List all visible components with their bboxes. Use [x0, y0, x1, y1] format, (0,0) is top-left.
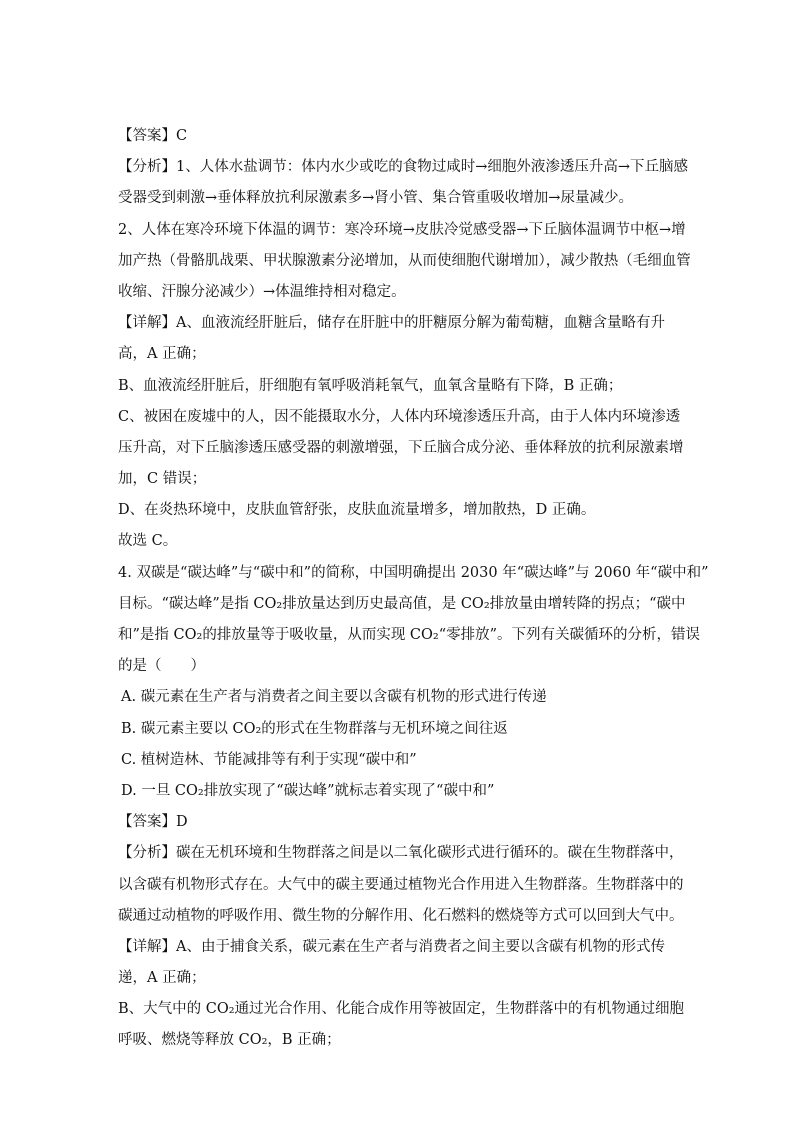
detail-q4-line-1: 【详解】A、由于捕食关系，碳元素在生产者与消费者之间主要以含碳有机物的形式传	[118, 938, 665, 955]
document-page	[118, 121, 709, 1057]
detail-line-1: 【详解】A、血液流经肝脏后，储存在肝脏中的肝糖原分解为葡萄糖，血糖含量略有升	[118, 315, 665, 332]
option-b: B. 碳元素主要以 CO₂的形式在生物群落与无机环境之间往返	[121, 720, 508, 737]
analysis-line-1: 【分析】1、人体水盐调节：体内水少或吃的食物过咸时→细胞外液渗透压升高→下丘脑感	[118, 159, 689, 176]
detail-line-3: B、血液流经肝脏后，肝细胞有氧呼吸消耗氧气，血氧含量略有下降，B 正确；	[118, 377, 623, 394]
detail-line-5: 压升高，对下丘脑渗透压感受器的刺激增强，下丘脑合成分泌、垂体释放的抗利尿激素增	[118, 439, 684, 456]
analysis-line-2: 受器受到刺激→垂体释放抗利尿激素多→肾小管、集合管重吸收增加→尿量减少。	[118, 190, 633, 207]
analysis-line-3: 2、人体在寒冷环境下体温的调节：寒冷环境→皮肤冷觉感受器→下丘脑体温调节中枢→增	[118, 221, 686, 238]
answer-line-q4: 【答案】D	[118, 814, 188, 831]
option-d: D. 一旦 CO₂排放实现了“碳达峰”就标志着实现了“碳中和”	[121, 782, 495, 799]
detail-q4-line-2: 递，A 正确；	[118, 970, 206, 987]
detail-line-2: 高，A 正确；	[118, 346, 206, 363]
analysis-q4-line-1: 【分析】碳在无机环境和生物群落之间是以二氧化碳形式进行循环的。碳在生物群落中，	[118, 845, 684, 862]
analysis-line-5: 收缩、汗腺分泌减少）→体温维持相对稳定。	[118, 283, 406, 300]
question-4-line-2: 目标。“碳达峰”是指 CO₂排放量达到历史最高值，是 CO₂排放量由增转降的拐点；“碳中	[118, 595, 686, 612]
option-c: C. 植树造林、节能减排等有利于实现“碳中和”	[121, 751, 417, 768]
question-4-line-3: 和”是指 CO₂的排放量等于吸收量，从而实现 CO₂“零排放”。下列有关碳循环的分析，错误	[118, 627, 701, 643]
detail-line-7: D、在炎热环境中，皮肤血管舒张，皮肤血流量增多，增加散热，D 正确。	[118, 502, 596, 519]
detail-line-4: C、被困在废墟中的人，因不能摄取水分，人体内环境渗透压升高，由于人体内环境渗透	[118, 408, 681, 425]
question-4-line-4: 的是（ ）	[118, 658, 205, 675]
option-a: A. 碳元素在生产者与消费者之间主要以含碳有机物的形式进行传递	[121, 689, 547, 706]
analysis-q4-line-2: 以含碳有机物形式存在。大气中的碳主要通过植物光合作用进入生物群落。生物群落中的	[118, 876, 684, 893]
detail-q4-line-4: 呼吸、燃烧等释放 CO₂，B 正确；	[118, 1032, 341, 1049]
answer-line-q3: 【答案】C	[118, 128, 188, 144]
question-4-line-1: 4. 双碳是“碳达峰”与“碳中和”的简称，中国明确提出 2030 年“碳达峰”与 2060 年“碳中和”	[118, 564, 709, 581]
analysis-q4-line-3: 碳通过动植物的呼吸作用、微生物的分解作用、化石燃料的燃烧等方式可以回到大气中。	[118, 907, 684, 924]
conclusion-line: 故选 C。	[118, 533, 178, 550]
analysis-line-4: 加产热（骨骼肌战栗、甲状腺激素分泌增加，从而使细胞代谢增加），减少散热（毛细血管	[118, 252, 691, 269]
detail-q4-line-3: B、大气中的 CO₂通过光合作用、化能合成作用等被固定，生物群落中的有机物通过细胞	[118, 1001, 685, 1018]
detail-line-6: 加，C 错误；	[118, 471, 207, 488]
